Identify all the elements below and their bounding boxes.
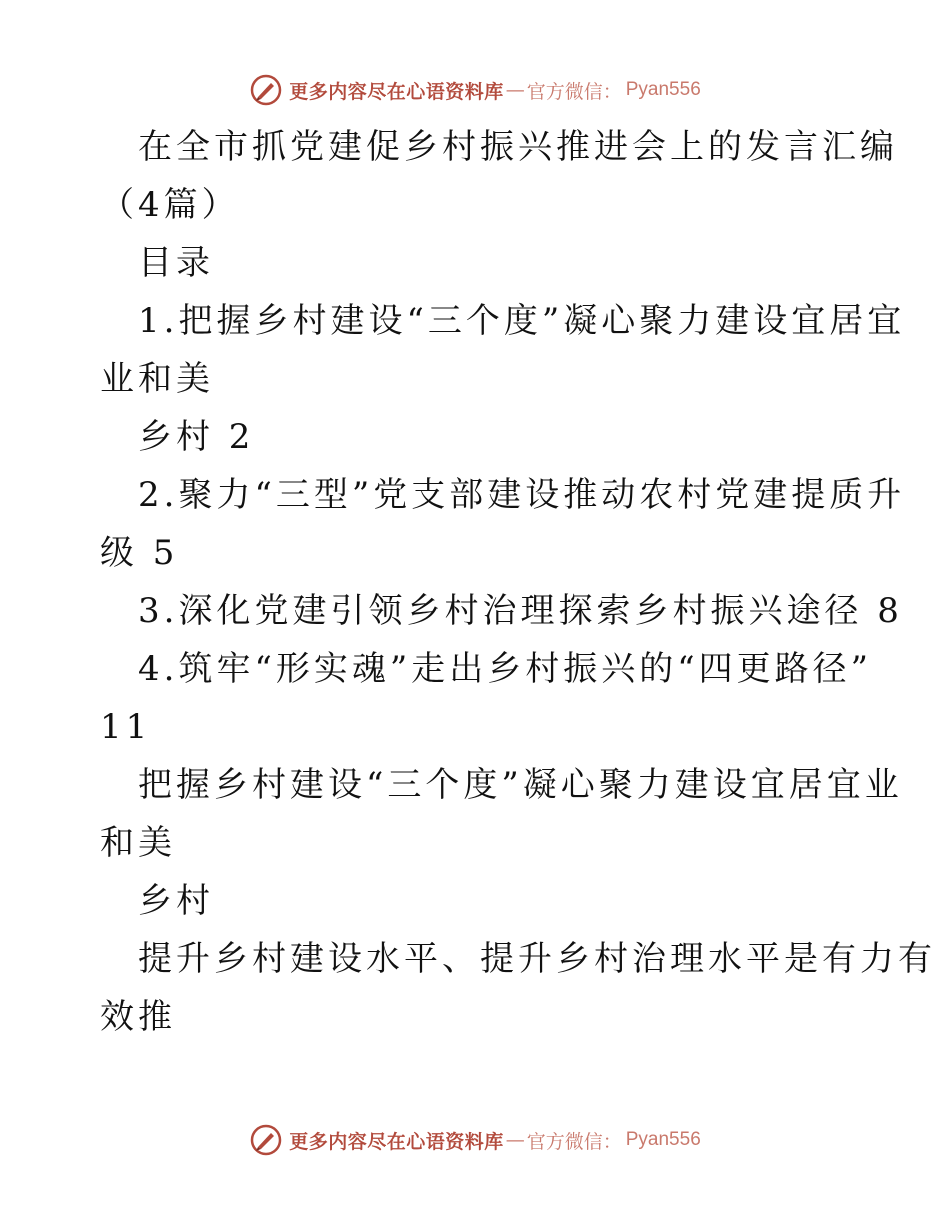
header-banner [0,70,950,110]
toc-heading: 目录 [138,243,214,283]
toc-item-1-line-1: 1.把握乡村建设“三个度”凝心聚力建设宜居宜 [138,301,906,341]
toc-item-3: 3.深化党建引领乡村治理探索乡村振兴途径 8 [138,591,903,631]
banner-wechat-id: Pyan556 [625,1129,701,1150]
paragraph-line-2: 效推 [100,997,176,1037]
toc-item-1-line-3: 乡村 2 [138,417,255,457]
paragraph-line-1: 提升乡村建设水平、提升乡村治理水平是有力有 [138,939,936,979]
banner-wechat-id: Pyan556 [625,79,701,100]
doc-title-line-1: 在全市抓党建促乡村振兴推进会上的发言汇编 [138,127,898,167]
toc-item-1-line-2: 业和美 [100,359,214,399]
banner-brand: 更多内容尽在心语资料库 [289,80,504,103]
toc-item-2-line-2: 级 5 [100,533,179,573]
toc-item-4-line-1: 4.筑牢“形实魂”走出乡村振兴的“四更路径” [138,649,872,689]
pen-logo-icon [249,1123,283,1157]
banner-wechat-label: 官方微信： [526,80,622,103]
section-title-line-3: 乡村 [138,881,214,921]
toc-item-4-line-2: 11 [100,707,152,747]
doc-title-line-2: （4篇） [100,185,240,225]
pen-logo-icon [249,73,283,107]
banner-separator: — [505,1129,525,1151]
document-body [100,118,936,1046]
section-title-line-2: 和美 [100,823,176,863]
footer-banner [0,1120,950,1160]
banner-brand: 更多内容尽在心语资料库 [289,1130,504,1153]
toc-item-2-line-1: 2.聚力“三型”党支部建设推动农村党建提质升 [138,475,906,515]
section-title-line-1: 把握乡村建设“三个度”凝心聚力建设宜居宜业 [138,765,903,805]
banner-separator: — [505,79,525,101]
banner-wechat-label: 官方微信： [526,1130,622,1153]
